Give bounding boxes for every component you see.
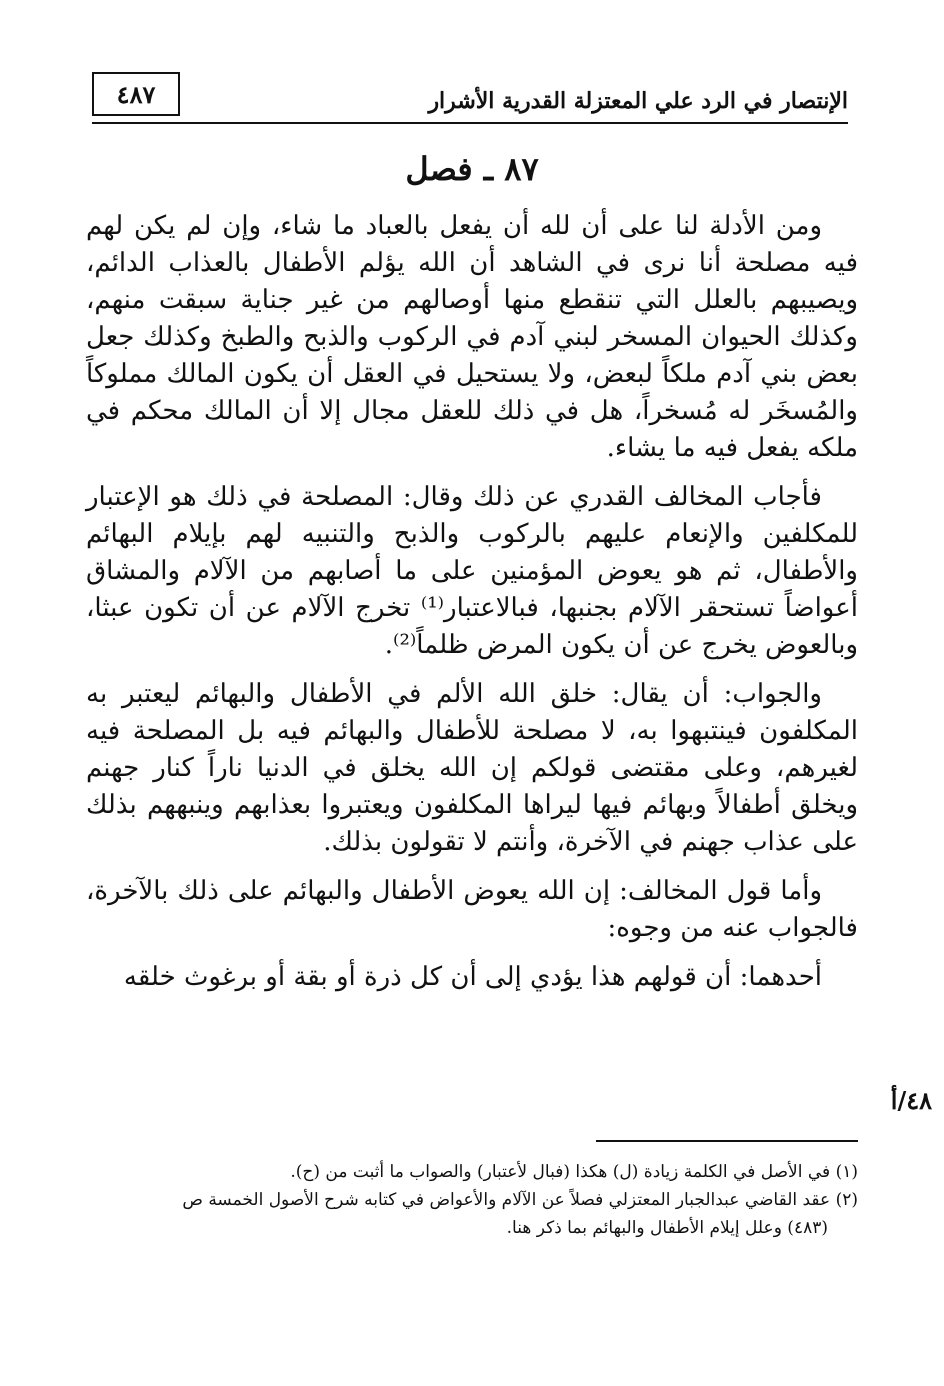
manuscript-folio-note: ٤٨/أ bbox=[890, 1086, 932, 1115]
body-text bbox=[86, 208, 858, 1008]
page-number: ٤٨٧ bbox=[116, 79, 156, 109]
page-number-box bbox=[92, 72, 180, 116]
paragraph: أحدهما: أن قولهم هذا يؤدي إلى أن كل ذرة أو بقة أو برغوث خلقه bbox=[123, 962, 822, 992]
header-rule bbox=[92, 122, 848, 124]
paragraph: وأما قول المخالف: إن الله يعوض الأطفال والبهائم على ذلك بالآخرة، فالجواب عنه من وجوه: bbox=[86, 876, 858, 943]
running-header-title: الإنتصار في الرد علي المعتزلة القدرية الأشرار bbox=[428, 88, 848, 114]
footnotes bbox=[86, 1158, 858, 1242]
paragraph: والجواب: أن يقال: خلق الله الألم في الأطفال والبهائم ليعتبر به المكلفون فينتبهوا به، لا مصلحة للأطفال والبهائم فيه بل المصلحة فيه لغيرهم، وعلى مقتضى قولكم إن الله يخلق في الدنيا ناراً كنار جهنم ويخلق أطفالاً وبهائم فيها ليراها المكلفون ويعتبروا بعذابهم وينبههم بذلك على عذاب جهنم في الآخرة، وأنتم لا تقولون بذلك. bbox=[86, 679, 858, 857]
paragraph: فأجاب المخالف القدري عن ذلك وقال: المصلحة في ذلك هو الإعتبار للمكلفين والإنعام عليهم بالركوب والذبح والتنبيه لهم بإيلام البهائم والأطفال، ثم هو يعوض المؤمنين على ما أصابهم من الآلام والمشاق أعواضاً تستحقر الآلام بجنبها، فبالاعتبار⁽¹⁾ تخرج الآلام عن أن تكون عبثا، وبالعوض يخرج عن أن يكون المرض ظلماً⁽²⁾. bbox=[86, 482, 858, 660]
section-title: ٨٧ ـ فصل bbox=[405, 150, 539, 188]
paragraph: ومن الأدلة لنا على أن لله أن يفعل بالعباد ما شاء، وإن لم يكن لهم فيه مصلحة أنا نرى في الشاهد أن الله يؤلم الأطفال بالعذاب الدائم، ويصيبهم بالعلل التي تنقطع منها أوصالهم من غير جناية سبقت منهم، وكذلك الحيوان المسخر لبني آدم في الركوب والذبح والطبخ وكذلك جعل بعض بني آدم ملكاً لبعض، ولا يستحيل في العقل أن يكون المالك مملوكاً والمُسخَر له مُسخراً، هل في ذلك للعقل مجال إلا أن المالك محكم في ملكه يفعل فيه ما يشاء. bbox=[86, 211, 858, 463]
footnote: (١) في الأصل في الكلمة زيادة (ل) هكذا (فبال لأعتبار) والصواب ما أثبت من (ح). bbox=[290, 1162, 858, 1182]
footnote: (٢) عقد القاضي عبدالجبار المعتزلي فصلاً عن الآلام والأعواض في كتابه شرح الأصول الخمسة ص bbox=[182, 1190, 858, 1210]
footnote-rule bbox=[596, 1140, 858, 1142]
footnote-continuation: (٤٨٣) وعلل إيلام الأطفال والبهائم بما ذكر هنا. bbox=[506, 1218, 828, 1238]
